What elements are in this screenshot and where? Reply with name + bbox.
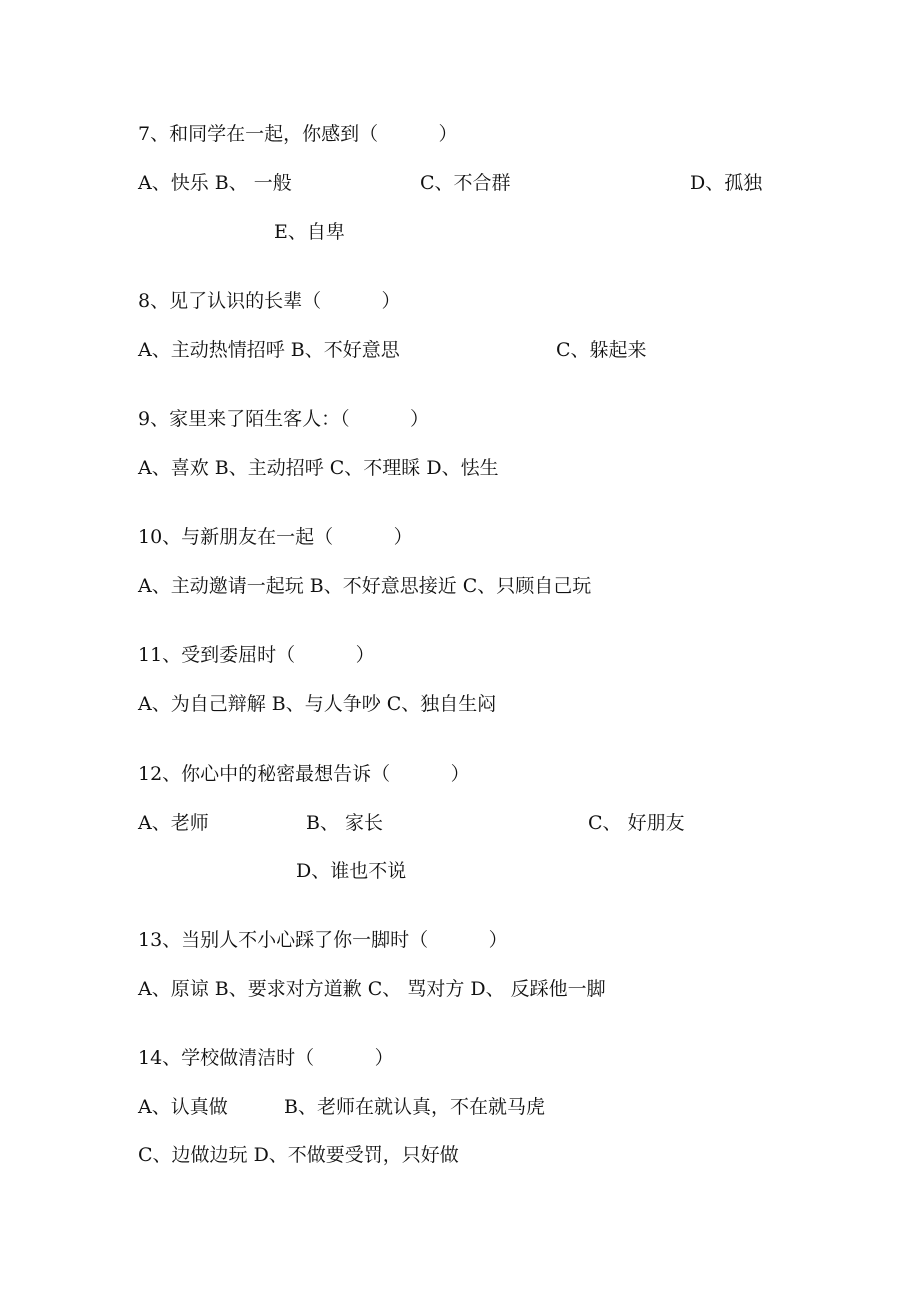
question-13-options: A、原谅 B、要求对方道歉 C、 骂对方 D、 反踩他一脚 (138, 978, 606, 1000)
question-9-stem: 9、家里来了陌生客人：（ ） (138, 408, 429, 430)
question-13-stem: 13、当别人不小心踩了你一脚时（ ） (138, 929, 508, 951)
question-12-option-d: D、谁也不说 (296, 860, 407, 882)
question-14-option-cd: C、边做边玩 D、不做要受罚，只好做 (138, 1144, 459, 1166)
question-8-stem: 8、见了认识的长辈（ ） (138, 290, 401, 312)
question-7-option-c: C、不合群 (420, 172, 511, 194)
question-12-option-c: C、 好朋友 (588, 812, 685, 834)
question-8-option-ab: A、主动热情招呼 B、不好意思 (138, 339, 400, 361)
question-10-options: A、主动邀请一起玩 B、不好意思接近 C、只顾自己玩 (138, 575, 592, 597)
question-12-option-a: A、老师 (138, 812, 209, 834)
question-14-option-a: A、认真做 (138, 1096, 228, 1118)
question-11-stem: 11、受到委屈时（ ） (138, 644, 375, 666)
question-12-stem: 12、你心中的秘密最想告诉（ ） (138, 763, 470, 785)
question-9-options: A、喜欢 B、主动招呼 C、不理睬 D、怯生 (138, 457, 499, 479)
question-14-option-b: B、老师在就认真，不在就马虎 (284, 1096, 545, 1118)
question-7-option-ab: A、快乐 B、 一般 (138, 172, 292, 194)
question-7-option-e: E、自卑 (274, 221, 345, 243)
question-8-option-c: C、躲起来 (556, 339, 647, 361)
question-12-option-b: B、 家长 (306, 812, 384, 834)
question-10-stem: 10、与新朋友在一起（ ） (138, 526, 413, 548)
question-7-stem: 7、和同学在一起，你感到（ ） (138, 123, 458, 145)
question-11-options: A、为自己辩解 B、与人争吵 C、独自生闷 (138, 693, 497, 715)
question-7-option-d: D、孤独 (690, 172, 763, 194)
question-14-stem: 14、学校做清洁时（ ） (138, 1047, 394, 1069)
